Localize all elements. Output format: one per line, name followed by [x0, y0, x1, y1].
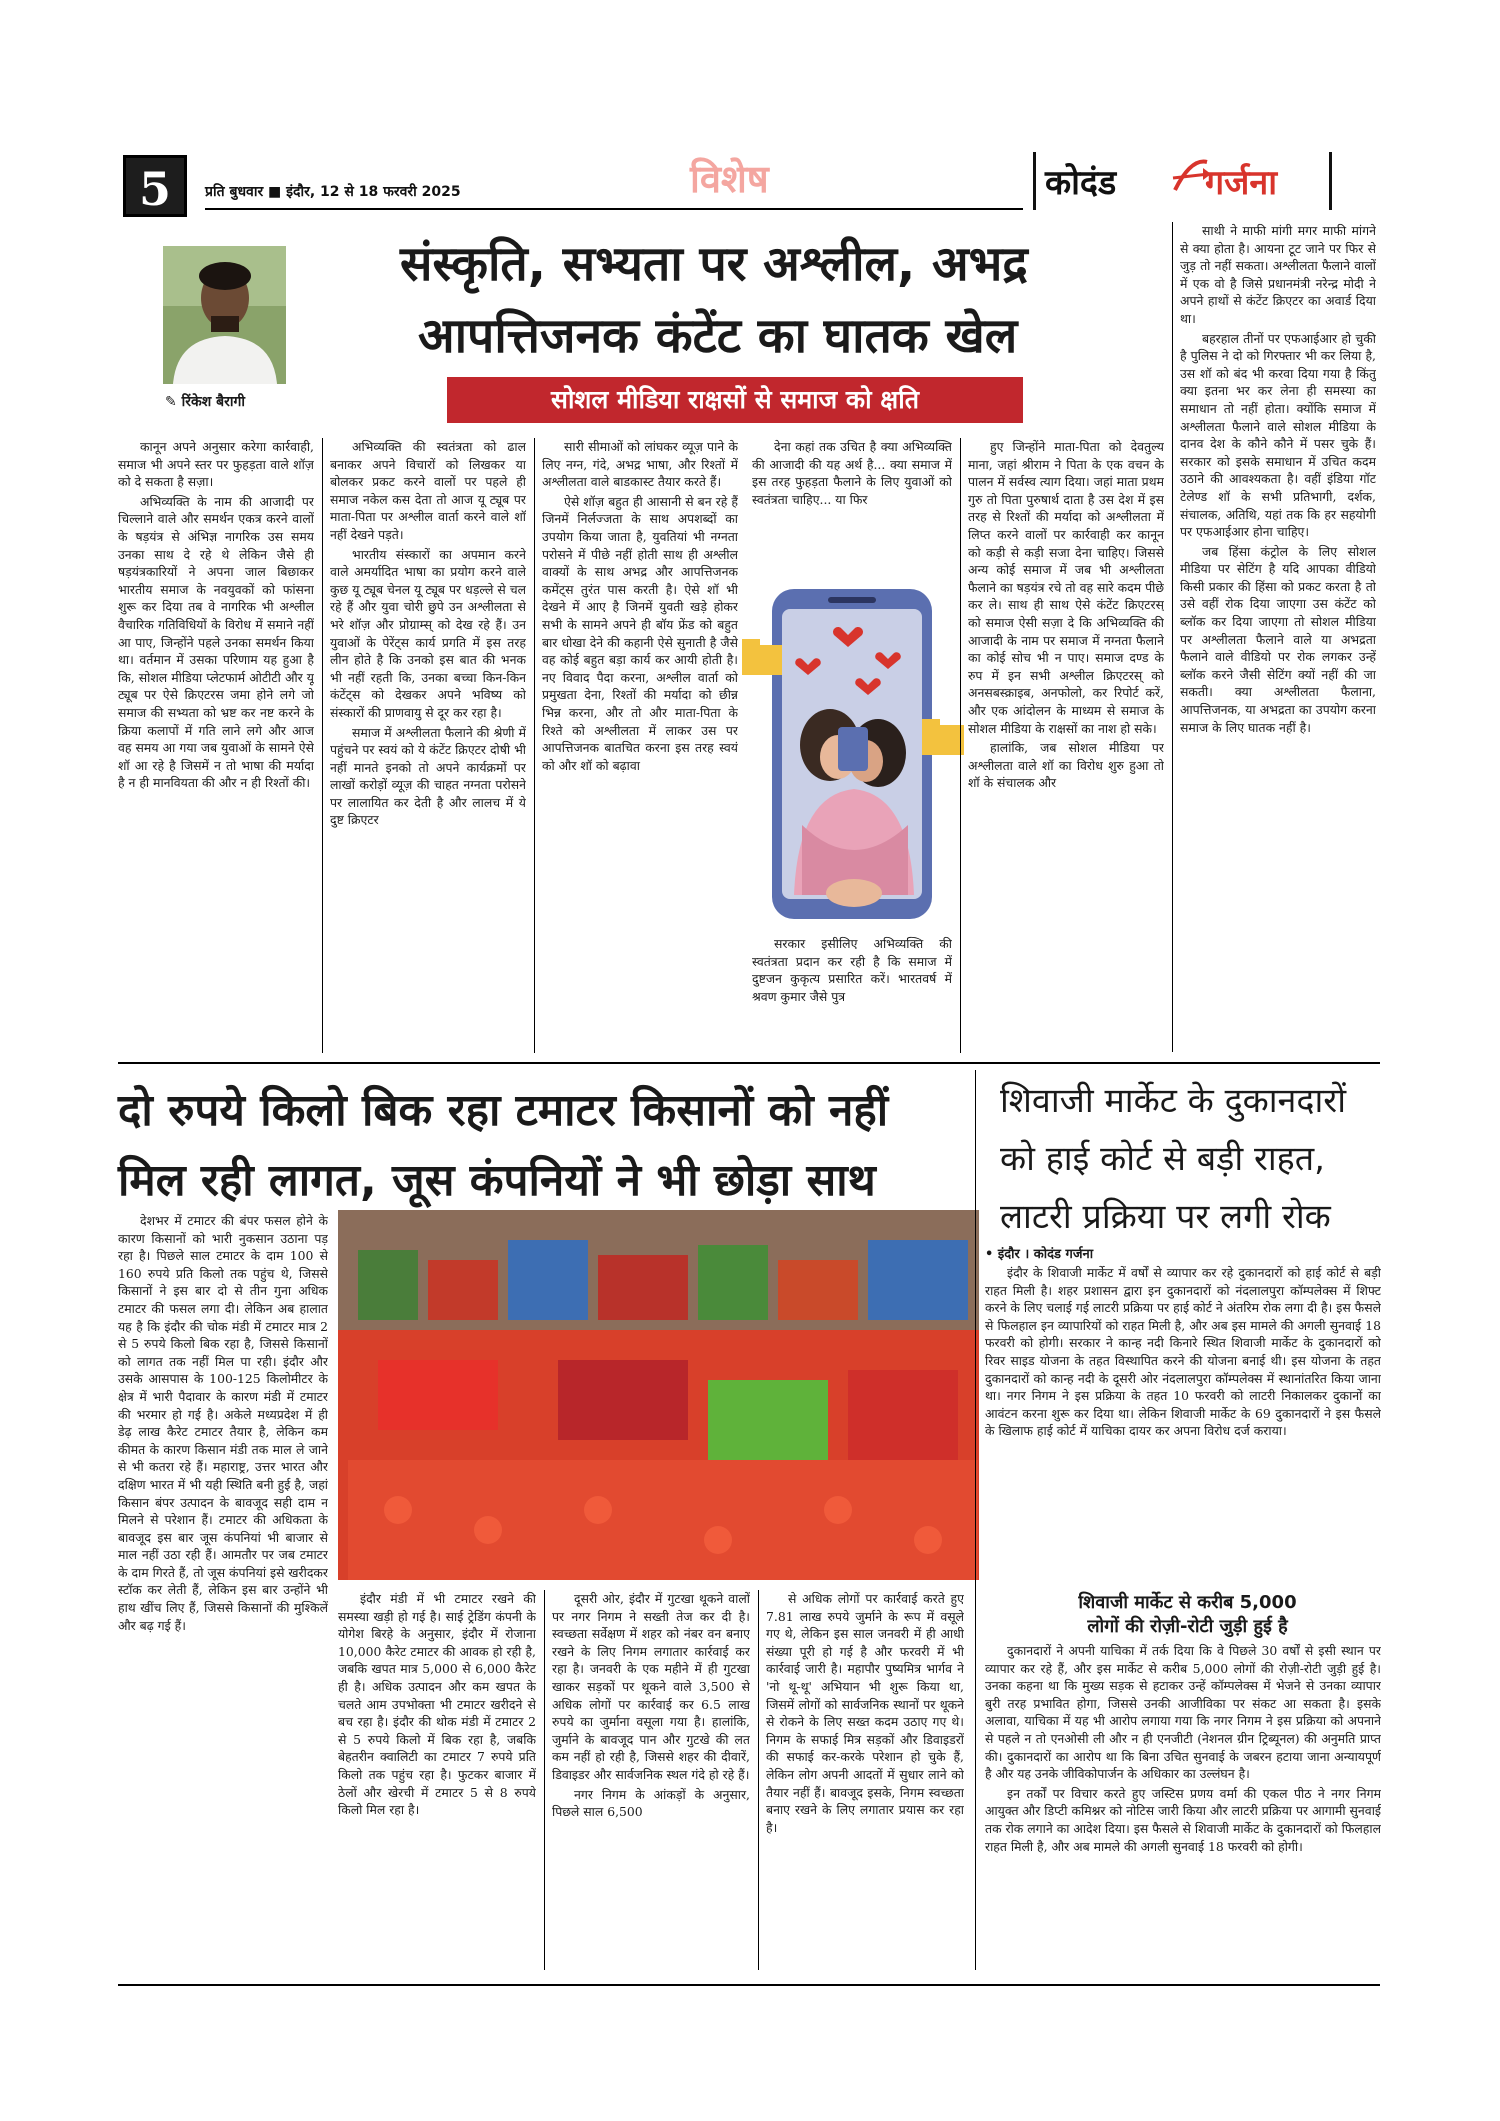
paragraph: जब हिंसा कंट्रोल के लिए सोशल मीडिया पर सेटिंग है यदि आपका वीडियो किसी प्रकार की हिंसा को प्रकट करता है तो उसे वहीं रोक दिया जाएगा उस कंटेंट को ब्लॉक कर दिया जाएगा तो सोशल मीडिया पर अश्लीलता फैलाने वाले या अभद्रता फैलाने वाले वीडियो पर रोक लगकर उन्हें ब्लॉक करने जैसी सेटिंग क्यों नहीं की जा सकती। क्या अश्लीलता फैलाना, आपत्तिजनक, या अभद्रता का उपयोग करना समाज के लिए घातक नहीं है। — [1180, 543, 1376, 735]
paragraph: देशभर में टमाटर की बंपर फसल होने के कारण किसानों को भारी नुकसान उठाना पड़ रहा है। पिछले साल टमाटर के दाम 100 से 160 रुपये प्रति किलो तक पहुंच थे, जिससे किसानों ने इस बार दो से तीन गुना अधिक टमाटर की फसल लगा दी। लेकिन अब हालात यह है कि इंदौर की चोक मंडी में टमाटर मात्र 2 से 5 रुपये किलो बिक रहा है, जिससे किसानों को लागत तक नहीं मिल पा रही। इंदौर और उसके आसपास के 100-125 किलोमीटर के क्षेत्र में भारी पैदावार के कारण मंडी में टमाटर की भरमार हो गई है। अकेले मध्यप्रदेश में ही डेढ़ लाख कैरेट टमाटर तैयार है, लेकिन कम कीमत के कारण किसान मंडी तक माल ले जाने से भी कतरा रहे हैं। महाराष्ट्र, उत्तर भारत और दक्षिण भारत में भी यही स्थिति बनी हुई है, जहां किसान बंपर उत्पादन के बावजूद सही दाम न मिलने से परेशान हैं। टमाटर की अधिकता के बावजूद इस बार जूस कंपनियां भी बाजार से माल नहीं उठा रही हैं। आमतौर पर जब टमाटर के दाम गिरते हैं, तो जूस कंपनियां इसे खरीदकर स्टॉक कर लेती हैं, लेकिन इस बार उन्होंने भी हाथ खींच लिए हैं, जिससे किसानों की मुश्किलें और बढ़ गई हैं। — [118, 1213, 328, 1633]
column-rule — [975, 1070, 976, 1970]
tomato-market-photo — [338, 1210, 979, 1580]
paragraph: बहरहाल तीनों पर एफआईआर हो चुकी है पुलिस ने दो को गिरफ्तार भी कर लिया है, उस शॉ को बंद भी करवा दिया गया है किंतु क्या इतना भर कर लेना ही समस्या का समाधान तो नहीं होता। क्योंकि समाज में अश्लीलता फैलाने वाले सोशल मीडिया के दानव देश के कौने कौने में पसर चुके हैं। सरकार को इसके समाधान में उचित कदम उठाने की आवश्यकता है। वहीं इंडिया गॉट टेलेण्ड शॉ के सभी प्रतिभागी, दर्शक, संचालक, अतिथि, यहां तक कि हर सहयोगी पर एफआईआर होना चाहिए। — [1180, 330, 1376, 540]
shivaji-headline-line2: को हाई कोर्ट से बड़ी राहत, — [1000, 1139, 1325, 1179]
lead-column-3 — [542, 438, 738, 1056]
shivaji-headline-line1: शिवाजी मार्केट के दुकानदारों — [1000, 1081, 1347, 1121]
paragraph: इन तर्कों पर विचार करते हुए जस्टिस प्रणय वर्मा की एकल पीठ ने नगर निगम आयुक्त और डिप्टी कमिश्नर को नोटिस जारी किया और लाटरी प्रक्रिया पर आगामी सुनवाई तक रोक लगाने का आदेश दिया। इस फैसले से शिवाजी मार्केट के दुकानदारों को फिलहाल राहत मिली है, और अब मामले की अगली सुनवाई 18 फरवरी को होगी। — [985, 1785, 1381, 1854]
lead-column-4-top — [752, 438, 952, 558]
column-rule — [534, 438, 535, 1053]
phone-illustration — [738, 575, 968, 935]
lead-column-2 — [330, 438, 526, 1056]
paragraph: समाज में अश्लीलता फैलाने की श्रेणी में पहुंचने पर स्वयं को ये कंटेंट क्रिएटर दोषी भी नहीं मानते इनको तो अपने कार्यक्रमों पर लाखों करोड़ों व्यूज़ की चाहत नग्नता परोसने पर लालायित कर देती है और लालच में ये दुष्ट क्रिएटर — [330, 724, 526, 828]
paragraph: दूसरी ओर, इंदौर में गुटखा थूकने वालों पर नगर निगम ने सख्ती तेज कर दी है। स्वच्छता सर्वेक्षण में शहर को नंबर वन बनाए रखने के लिए निगम लगातार कार्रवाई कर रहा है। जनवरी के एक महीने में ही गुटखा खाकर सड़कों पर थूकने वाले 3,500 से अधिक लोगों पर कार्रवाई कर 6.5 लाख रुपये का जुर्माना वसूला गया है। हालांकि, जुर्माने के बावजूद पान और गुटखे की लत कम नहीं हो रही है, जिससे शहर की दीवारें, डिवाइडर और सार्वजनिक स्थल गंदे हो रहे हैं। — [552, 1591, 750, 1782]
shivaji-byline: • इंदौर । कोदंड गर्जना — [985, 1247, 1094, 1262]
column-rule — [544, 1590, 545, 1970]
page-bottom-rule — [118, 1984, 1380, 1986]
tomato-headline-line2: मिल रही लागत, जूस कंपनियों ने भी छोड़ा साथ — [118, 1155, 876, 1206]
column-rule — [1172, 222, 1173, 1052]
paragraph: ऐसे शॉज़ बहुत ही आसानी से बन रहे हैं जिनमें निर्लज्जता के साथ अपशब्दों का उपयोग किया जाता है, युवतियां भी नग्नता परोसने में पीछे नहीं होती साथ ही अश्लील वाक्यों के साथ अभद्र और आपत्तिजनक कमेंट्स तुरंत पास करती है। ऐसे शॉ भी देखने में आए है जिनमें युवती खड़े होकर सभी के सामने अपने ही बॉय फ्रेंड को बहुत बार धोखा देने की कहानी ऐसे सुनाती है जैसे वह कोई बहुत बड़ा कार्य कर आयी होती है। नए विवाद पैदा करना, अश्लील वार्ता को प्रमुखता देना, रिश्तों की मर्यादा को छीन्न भिन्न करना, और तो और माता-पिता के रिश्ते को अश्लीलता में लाकर उस पर आपत्तिजनक बातचित करना इस तरह स्वयं को और शॉ को बढ़ावा — [542, 493, 738, 773]
paragraph: दुकानदारों ने अपनी याचिका में तर्क दिया कि वे पिछले 30 वर्षों से इसी स्थान पर व्यापार कर रहे हैं, और इस मार्केट से करीब 5,000 लोगों की रोज़ी-रोटी जुड़ी हुई है। उनका कहना था कि मुख्य सड़क से हटाकर उन्हें कॉम्पलेक्स में भेजने से उनका व्यापार बुरी तरह प्रभावित होगा, जिससे उनकी आजीविका पर संकट आ सकता है। इसके अलावा, याचिका में यह भी आरोप लगाया गया कि नगर निगम ने इस प्रक्रिया को अपनाने से पहले न तो एनओसी ली और न ही एनजीटी (नेशनल ग्रीन ट्रिब्यूनल) की अनुमति प्राप्त की। दुकानदारों का आरोप था कि बिना उचित सुनवाई के जबरन हटाया जाना अन्यायपूर्ण है और यह उनके जीविकोपार्जन के अधिकार का उल्लंघन है। — [985, 1643, 1381, 1782]
paragraph: नगर निगम के आंकड़ों के अनुसार, पिछले साल 6,500 — [552, 1786, 750, 1820]
paragraph: इंदौर के शिवाजी मार्केट में वर्षों से व्यापार कर रहे दुकानदारों को हाई कोर्ट से बड़ी राहत मिली है। शहर प्रशासन द्वारा इन दुकानदारों को नंदलालपुरा कॉम्पलेक्स में शिफ्ट करने के लिए चलाई गई लाटरी प्रक्रिया पर हाई कोर्ट ने अंतरिम रोक लगा दी है। इस फैसले से फिलहाल इन व्यापारियों को राहत मिली है, और अब इस मामले की अगली सुनवाई 18 फरवरी को होगी। सरकार ने कान्ह नदी किनारे स्थित शिवाजी मार्केट के दुकानदारों को रिवर साइड योजना के तहत विस्थापित करने की योजना बनाई थी। इस योजना के तहत दुकानदारों को कान्ह नदी के दूसरी ओर नंदलालपुरा कॉम्पलेक्स में स्थानांतरित किया जाना था। नगर निगम ने इस प्रक्रिया के तहत 10 फरवरी को लाटरी निकालकर दुकानों का आवंटन करना शुरू कर दिया था। लेकिन शिवाजी मार्केट के 69 दुकानदारों ने इस फैसले के खिलाफ हाई कोर्ट में याचिका दायर कर अपना विरोध दर्ज कराया। — [985, 1265, 1381, 1439]
logo-text-garjana: गर्जना — [1205, 163, 1278, 203]
author-photo — [163, 246, 286, 384]
paragraph: सारी सीमाओं को लांघकर व्यूज़ पाने के लिए नग्न, गंदे, अभद्र भाषा, और रिश्तों में अश्लीलता वाले बाडकास्ट तैयार करते हैं। — [542, 439, 738, 490]
issue-info: प्रति बुधवार ■ इंदौर, 12 से 18 फरवरी 2025 — [205, 184, 461, 200]
paragraph: से अधिक लोगों पर कार्रवाई करते हुए 7.81 लाख रुपये जुर्माने के रूप में वसूले गए थे, लेकिन इस साल जनवरी में ही आधी संख्या पूरी हो गई है और फरवरी में भी कार्रवाई जारी है। महापौर पुष्यमित्र भार्गव ने 'नो थू-थू' अभियान भी शुरू किया था, जिसमें लोगों को सार्वजनिक स्थानों पर थूकने से रोकने के लिए सख्त कदम उठाए गए थे। निगम के सफाई मित्र सड़कों और डिवाइडरों की सफाई कर-करके परेशान हो चुके हैं, लेकिन लोग अपनी आदतों में सुधार लाने को तैयार नहीं हैं। बावजूद इसके, निगम स्वच्छता बनाए रखने के लिए लगातार प्रयास कर रहा है। — [766, 1591, 964, 1835]
lead-column-6 — [1180, 222, 1376, 1056]
paragraph: देना कहां तक उचित है क्या अभिव्यक्ति की आजादी की यह अर्थ है... क्या समाज में इस तरह फुहड़ता फैलाने के लिए युवाओं को स्वतंत्रता चाहिए... या फिर — [752, 439, 952, 507]
tomato-headline-line1: दो रुपये किलो बिक रहा टमाटर किसानों को नहीं — [118, 1085, 889, 1136]
column-rule — [758, 1590, 759, 1970]
tomato-column-1 — [118, 1212, 328, 1972]
paragraph: सरकार इसीलिए अभिव्यक्ति की स्वतंत्रता प्रदान कर रही है कि समाज में दुष्टजन कुकृत्य प्रसारित करें। भारतवर्ष में श्रवण कुमार जैसे पुत्र — [752, 936, 952, 1004]
logo-text-kodand: कोदंड — [1045, 163, 1117, 203]
logo-bar-right — [1329, 152, 1332, 210]
tomato-column-2 — [338, 1590, 536, 1976]
shivaji-body-2 — [985, 1642, 1381, 1976]
paragraph: भारतीय संस्कारों का अपमान करने वाले अमर्यादित भाषा का प्रयोग करने वाले कुछ यू ट्यूब चेनल यू ट्यूब पर धड़ल्ले से चल रहे हैं और युवा चोरी छुपे उन अश्लीलता से भरे शॉज़ और प्रोग्राम्स् को देख रहे हैं। उन युवाओं के पेरेंट्स कार्य प्रगति में इस तरह लीन होते है कि उनको इस बात की भनक भी नहीं रहती कि, उनका बच्चा किन-किन कंटेंट्स को देखकर अपने भविष्य को संस्कारों की प्राणवायु से दूर कर रहा है। — [330, 546, 526, 720]
tomato-column-3 — [552, 1590, 750, 1976]
shivaji-subhead-line1: शिवाजी मार्केट से करीब 5,000 — [1078, 1592, 1297, 1613]
logo-bar-left — [1033, 152, 1036, 210]
section-title: विशेष — [690, 157, 769, 201]
column-rule — [322, 438, 323, 1053]
shivaji-headline-line3: लाटरी प्रक्रिया पर लगी रोक — [1000, 1197, 1331, 1237]
column-rule — [960, 438, 961, 1053]
paragraph: अभिव्यक्ति की स्वतंत्रता को ढाल बनाकर अपने विचारों को लिखकर या बोलकर प्रकट करने वालों पर पहले ही समाज नकेल कस देता तो आज यू ट्यूब पर माता-पिता पर अश्लील वार्ता करने वाले शॉ नहीं देखने पड़ते। — [330, 439, 526, 542]
lead-headline-line2: आपत्तिजनक कंटेंट का घातक खेल — [418, 308, 1018, 364]
paragraph: हालांकि, जब सोशल मीडिया पर अश्लीलता वाले शॉ का विरोध शुरु हुआ तो शॉ के संचालक और — [968, 740, 1164, 791]
lead-subheadline: सोशल मीडिया राक्षसों से समाज को क्षति — [447, 377, 1023, 423]
lead-headline-line1: संस्कृति, सभ्यता पर अश्लील, अभद्र — [400, 236, 1028, 292]
author-name: ✎ रिंकेश बैरागी — [165, 394, 245, 410]
shivaji-subhead-line2: लोगों की रोज़ी-रोटी जुड़ी हुई है — [1087, 1616, 1288, 1637]
shivaji-body-1 — [985, 1264, 1381, 1582]
paragraph: हुए जिन्होंने माता-पिता को देवतुल्य माना, जहां श्रीराम ने पिता के एक वचन के पालन में सर्वस्व त्याग दिया। जहां माता प्रथम गुरु तो पिता पुरुषार्थ दाता है उस देश में इस तरह से रिश्तों की मर्यादा को अश्लीलता में लिप्त करने वालों पर कार्रवाही कर कानून को कड़ी से कड़ी सजा देना चाहिए। जिससे अन्य कोई समाज में जब भी अश्लीलता फैलाने का षड़यंत्र रचे तो वह सारे कदम पीछे कर ले। साथ ही साथ ऐसे कंटेंट क्रिएटरस् को समाज ऐसी सज़ा दे कि अभिव्यक्ति की आजादी के नाम पर समाज में नग्नता फैलाने का कोई सोच भी न पाए। समाज दण्ड के रुप में इन सभी अश्लील क्रिएटरस् को अनसबस्क्राइब, अनफोलो, कर रिपोर्ट करें, और एक आंदोलन के माध्यम से समाज के सोशल मीडिया के राक्षसों का नाश हो सके। — [968, 439, 1164, 736]
paragraph: इंदौर मंडी में भी टमाटर रखने की समस्या खड़ी हो गई है। साई ट्रेडिंग कंपनी के योगेश बिरहे के अनुसार, इंदौर में रोजाना 10,000 कैरेट टमाटर की आवक हो रही है, जबकि खपत मात्र 5,000 से 6,000 कैरेट ही है। अधिक उत्पादन और कम खपत के चलते आम उपभोक्ता भी टमाटर खरीदने से बच रहा है। इंदौर की थोक मंडी में टमाटर 2 से 5 रुपये किलो में बिक रहा है, जबकि बेहतरीन क्वालिटी का टमाटर 7 रुपये प्रति किलो तक पहुंच रहा है। फुटकर बाजार में ठेलों और खेरची में टमाटर 5 से 8 रुपये किलो मिल रहा है। — [338, 1591, 536, 1818]
paragraph: साथी ने माफी मांगी मगर माफी मांगने से क्या होता है। आयना टूट जाने पर फिर से जुड़ तो नहीं सकता। अश्लीलता फैलाने वालों में एक वो है जिसे प्रधानमंत्री नरेन्द्र मोदी ने अपने हाथों से कंटेंट क्रिएटर का अवार्ड दिया था। — [1180, 223, 1376, 326]
tomato-column-4 — [766, 1590, 964, 1976]
lead-column-5 — [968, 438, 1164, 1056]
section-divider — [118, 1062, 1380, 1064]
lead-column-1 — [118, 438, 314, 1056]
paragraph: अभिव्यक्ति के नाम की आजादी पर चिल्लाने वाले और समर्थन एकत्र करने वालों के षड़यंत्र से अंभिज्ञ नागरिक उस समय उनका साथ दे रहे थे लेकिन जैसे ही षड़यंत्रकारियों ने अपना जाल बिछाकर भारतीय समाज के नवयुवकों को फांसना शुरू कर दिया तब वे नागरिक भी अश्लील वैचारिक गतिविधियों के विरोध में समाने नहीं आ पाए, जिन्होंने पहले उनका समर्थन किया था। वर्तमान में उसका परिणाम यह हुआ है कि, सोशल मीडिया प्लेटफार्म ओटीटी और यू ट्यूब पर ऐसे क्रिएटरस जमा होने लगे जो समाज की सभ्यता को भ्रष्ट कर नष्ट करने के क्रिया कलापों में गति लाने लगे और आज वह समय आ गया जब युवाओं के सामने ऐसे शॉ आ रहे है जिसमें न तो भाषा की मर्यादा है न ही मानवियता की और न ही रिश्तों की। — [118, 493, 314, 791]
lead-column-4-bottom — [752, 935, 952, 1055]
header-rule — [205, 208, 1023, 210]
paragraph: कानून अपने अनुसार करेगा कार्रवाही, समाज भी अपने स्तर पर फुहड़ता वाले शॉज़ को दे सकता है सज़ा। — [118, 439, 314, 490]
masthead-logo — [1033, 150, 1333, 212]
page-number: 5 — [123, 155, 187, 217]
